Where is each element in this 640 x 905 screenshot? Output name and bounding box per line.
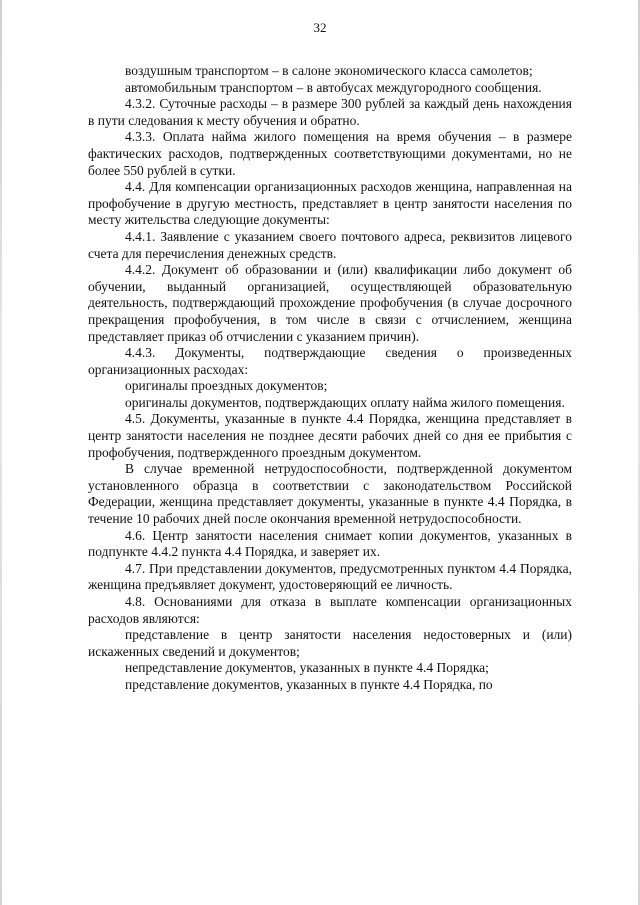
paragraph: представление документов, указанных в пункте 4.4 Порядка, по: [125, 676, 493, 692]
paragraph: В случае временной нетрудоспособности, подтвержденной документом установленного образца в соответствии с законодательством Российской Федерации, женщина представляет документы, указанные в пункте 4.4 Порядка, в течение 10 рабочих дней после окончания временной нетрудоспособности.: [88, 461, 572, 527]
paragraph: непредставление документов, указанных в пункте 4.4 Порядка;: [125, 660, 489, 676]
paragraph: 4.4.1. Заявление с указанием своего почтового адреса, реквизитов лицевого счета для перечисления денежных средств.: [88, 228, 572, 261]
paragraph: 4.8. Основаниями для отказа в выплате компенсации организационных расходов являются:: [88, 594, 572, 626]
scan-left-edge: [0, 0, 2, 905]
page-number: 32: [313, 20, 327, 35]
paragraph: 4.4. Для компенсации организационных расходов женщина, направленная на профобучение в другую местность, представляет в центр занятости населения по месту жительства следующие документы:: [88, 179, 572, 228]
paragraph: 4.6. Центр занятости населения снимает копии документов, указанных в подпункте 4.4.2 пункта 4.4 Порядка, и заверяет их.: [88, 527, 572, 560]
paragraph: 4.7. При представлении документов, предусмотренных пунктом 4.4 Порядка, женщина предъявляет документ, удостоверяющий ее личность.: [88, 560, 572, 593]
paragraph: 4.4.3. Документы, подтверждающие сведения о произведенных организационных расходах:: [88, 345, 572, 377]
paragraph: 4.4.2. Документ об образовании и (или) квалификации либо документ об обучении, выданный организацией, осуществляющей образовательную деятельность, подтверждающий прохождение профобучения (в случае досрочного прекращения профобучения, в том числе в связи с отчислением, женщина представляет приказ об отчислении с указанием причин).: [88, 262, 572, 344]
paragraph: воздушным транспортом – в салоне экономического класса самолетов;: [125, 63, 533, 78]
paragraph: 4.5. Документы, указанные в пункте 4.4 Порядка, женщина представляет в центр занятости населения не позднее десяти рабочих дней со дня ее прибытия с профобучения, подтвержденного проездным документом.: [88, 411, 572, 460]
paragraph: оригиналы документов, подтверждающих оплату найма жилого помещения.: [125, 394, 565, 410]
paragraph: 4.3.3. Оплата найма жилого помещения на время обучения – в размере фактических расходов, подтвержденных соответствующими документами, но не более 550 рублей в сутки.: [88, 129, 572, 178]
document-body: [88, 63, 572, 694]
paragraph: автомобильным транспортом – в автобусах междугородного сообщения.: [125, 79, 542, 95]
paragraph: представление в центр занятости населения недостоверных и (или) искаженных сведений и документов;: [88, 627, 572, 659]
paragraph: 4.3.2. Суточные расходы – в размере 300 рублей за каждый день нахождения в пути следования к месту обучения и обратно.: [88, 96, 572, 128]
paragraph: оригиналы проездных документов;: [125, 378, 328, 394]
